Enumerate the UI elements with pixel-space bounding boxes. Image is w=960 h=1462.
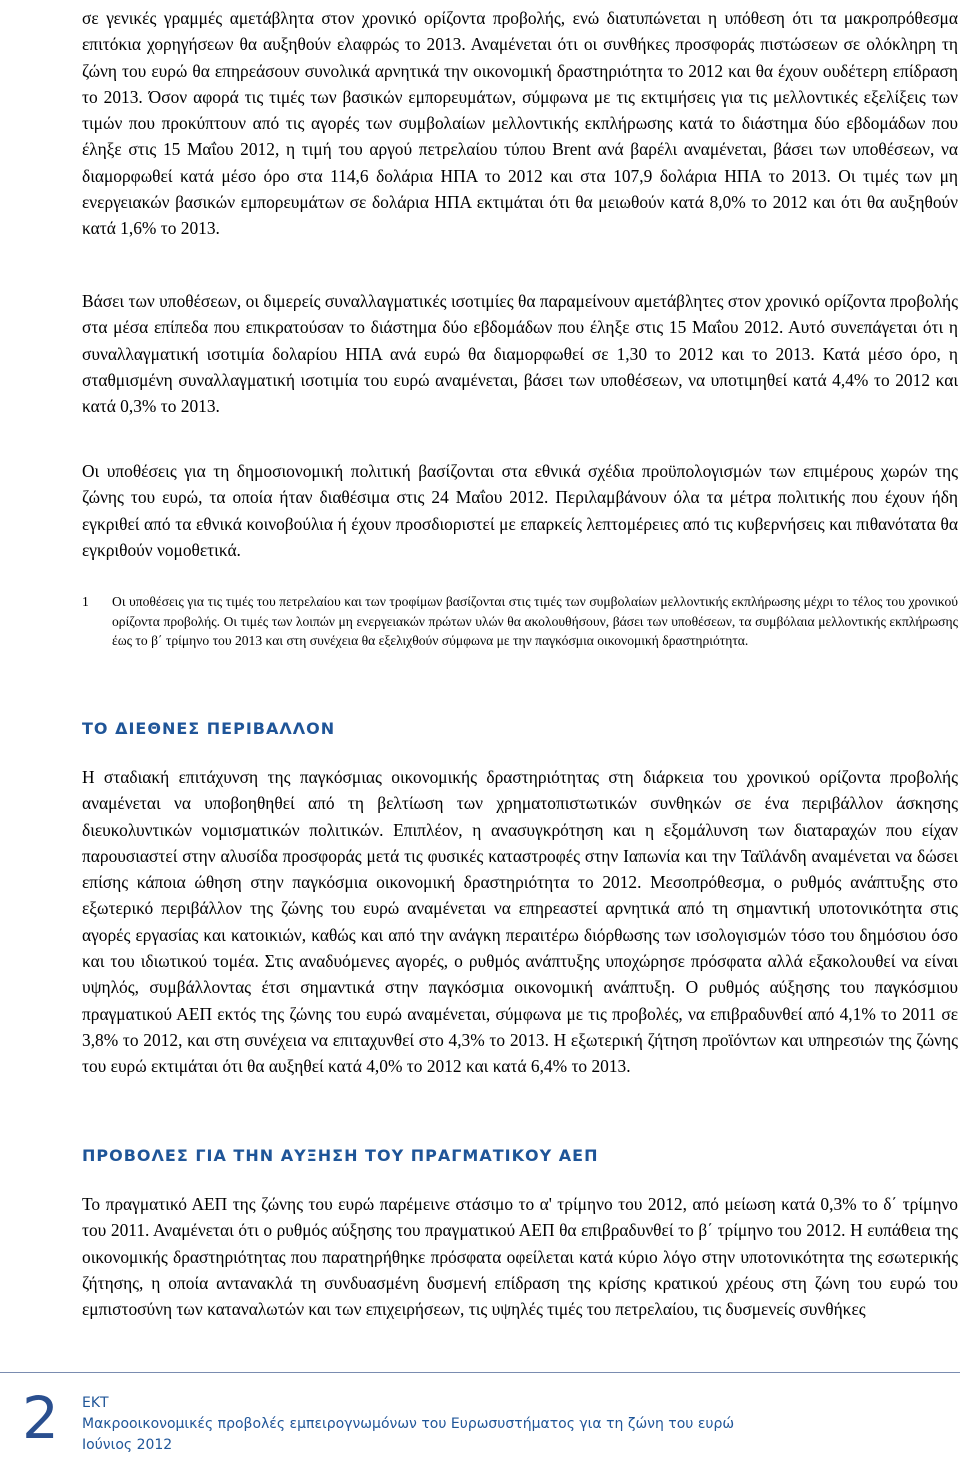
footer-publication-title: Μακροοικονομικές προβολές εμπειρογνωμόνων του Ευρωσυστήματος για τη ζώνη του ευρώ bbox=[82, 1416, 735, 1432]
footnote-number: 1 bbox=[82, 594, 89, 609]
footnote-text: Οι υποθέσεις για τις τιμές του πετρελαίου και των τροφίμων βασίζονται στις τιμές των συμβολαίων μελλοντικής εκπλήρωσης μέχρι το τέλος του χρονικού ορίζοντα προβολής. Οι τιμές των λοιπών μη ενεργειακών πρώτων υλών θα ακολουθήσουν, βάσει των υποθέσεων, τα συμβόλαια μελλοντικής εκπλήρωσης έως το β΄ τρίμηνο του 2013 και στη συνέχεια θα εξελιχθούν σύμφωνα με την παγκόσμια οικονομική δραστηριότητα. bbox=[112, 594, 958, 649]
section-heading-gdp-projections: ΠΡΟΒΟΛΕΣ ΓΙΑ ΤΗΝ ΑΥΞΗΣΗ ΤΟΥ ΠΡΑΓΜΑΤΙΚΟΥ ΑΕΠ bbox=[82, 1146, 599, 1165]
paragraph-international-environment: Η σταδιακή επιτάχυνση της παγκόσμιας οικονομικής δραστηριότητας στη διάρκεια του χρονικού ορίζοντα προβολής αναμένεται να υποβοηθηθεί από τη βελτίωση των χρηματοπιστωτικών συνθηκών σε ένα περιβάλλον άσκησης διευκολυντικών νομισματικών πολιτικών. Επιπλέον, η ανασυγκρότηση και η εξομάλυνση των διαταραχών που είχαν παρουσιαστεί στην αλυσίδα προσφοράς μετά τις φυσικές καταστροφές στην Ιαπωνία και την Ταϊλάνδη αναμένεται να δώσει επίσης κάποια ώθηση στην παγκόσμια οικονομική δραστηριότητα το 2012. Μεσοπρόθεσμα, ο ρυθμός ανάπτυξης στο εξωτερικό περιβάλλον της ζώνης του ευρώ αναμένεται να επηρεαστεί αρνητικά από τη σημαντική υποτονικότητα στις αγορές εργασίας και κατοικιών, καθώς και από την ανάγκη περαιτέρω διόρθωσης των ισολογισμών τόσο του δημόσιου όσο και του ιδιωτικού τομέα. Στις αναδυόμενες αγορές, ο ρυθμός ανάπτυξης υποχώρησε πρόσφατα αλλά εξακολουθεί να είναι υψηλός, συμβάλλοντας έτσι σημαντικά στην παγκόσμια οικονομική ανάπτυξη. Ο ρυθμός αύξησης του παγκόσμιου πραγματικού ΑΕΠ εκτός της ζώνης του ευρώ αναμένεται, σύμφωνα με τις προβολές, να επιβραδυνθεί από 4,1% το 2011 σε 3,8% το 2012, και στη συνέχεια να επιταχυνθεί στο 4,3% το 2013. Η εξωτερική ζήτηση προϊόντων και υπηρεσιών της ζώνης του ευρώ εκτιμάται ότι θα αυξηθεί κατά 4,0% το 2012 και κατά 6,4% το 2013. bbox=[82, 767, 958, 1077]
footer-date: Ιούνιος 2012 bbox=[82, 1437, 173, 1453]
section-heading-international-environment: ΤΟ ΔΙΕΘΝΕΣ ΠΕΡΙΒΑΛΛΟΝ bbox=[82, 719, 336, 738]
footer-institution: ΕΚΤ bbox=[82, 1395, 109, 1411]
footer bbox=[82, 1393, 734, 1456]
paragraph-gdp-projections: Το πραγματικό ΑΕΠ της ζώνης του ευρώ παρέμεινε στάσιμο το α' τρίμηνο του 2012, από μείωση κατά 0,3% το δ΄ τρίμηνο του 2011. Αναμένεται ότι ο ρυθμός αύξησης του πραγματικού ΑΕΠ θα επιβραδυνθεί το β΄ τρίμηνο του 2012. Η ευπάθεια της οικονομικής δραστηριότητας που παρατηρήθηκε πρόσφατα οφείλεται κατά κύριο λόγο στην υποτονικότητα της εσωτερικής ζήτησης, η οποία αντανακλά τη συνδυασμένη δυσμενή επίδραση της κρίσης κρατικού χρέους στη ζώνη του ευρώ του εμπιστοσύνη των καταναλωτών και των επιχειρήσεων, τις υψηλές τιμές του πετρελαίου, τις δυσμενείς συνθήκες bbox=[82, 1194, 958, 1320]
page-number: 2 bbox=[22, 1384, 59, 1452]
paragraph-assumptions-credit-commodities: σε γενικές γραμμές αμετάβλητα στον χρονικό ορίζοντα προβολής, ενώ διατυπώνεται η υπόθεση ότι τα μακροπρόθεσμα επιτόκια χορηγήσεων θα αυξηθούν ελαφρώς το 2013. Αναμένεται ότι οι συνθήκες προσφοράς πιστώσεων σε ολόκληρη τη ζώνη του ευρώ θα επηρεάσουν συνολικά αρνητικά την οικονομική δραστηριότητα το 2012 και θα έχουν ουδέτερη επίδραση το 2013. Όσον αφορά τις τιμές των βασικών εμπορευμάτων, σύμφωνα με τις εκτιμήσεις για τις μελλοντικές εξελίξεις των τιμών που προκύπτουν από τις αγορές των συμβολαίων μελλοντικής εκπλήρωσης κατά το διάστημα δύο εβδομάδων που έληξε στις 15 Μαΐου 2012, η τιμή του αργού πετρελαίου τύπου Brent ανά βαρέλι αναμένεται, βάσει των υποθέσεων, να διαμορφωθεί κατά μέσο όρο στα 114,6 δολάρια ΗΠΑ το 2012 και στα 107,9 δολάρια ΗΠΑ το 2013. Οι τιμές των μη ενεργειακών βασικών εμπορευμάτων σε δολάρια ΗΠΑ εκτιμάται ότι θα μειωθούν κατά 8,0% το 2012 και ότι θα αυξηθούν κατά 1,6% το 2013. bbox=[82, 8, 958, 239]
paragraph-exchange-rates: Βάσει των υποθέσεων, οι διμερείς συναλλαγματικές ισοτιμίες θα παραμείνουν αμετάβλητες στον χρονικό ορίζοντα προβολής στα μέσα επίπεδα που επικρατούσαν το διάστημα δύο εβδομάδων που έληξε στις 15 Μαΐου 2012. Αυτό συνεπάγεται ότι η συναλλαγματική ισοτιμία δολαρίου ΗΠΑ ανά ευρώ θα διαμορφωθεί σε 1,30 το 2012 και το 2013. Κατά μέσο όρο, η σταθμισμένη συναλλαγματική ισοτιμία του ευρώ αναμένεται, βάσει των υποθέσεων, να υποτιμηθεί κατά 4,4% το 2012 και κατά 0,3% το 2013. bbox=[82, 291, 958, 417]
footnote bbox=[82, 592, 958, 651]
footer-divider bbox=[0, 1372, 960, 1373]
paragraph-fiscal-policy: Οι υποθέσεις για τη δημοσιονομική πολιτική βασίζονται στα εθνικά σχέδια προϋπολογισμών των επιμέρους χωρών της ζώνης του ευρώ, τα οποία ήταν διαθέσιμα στις 24 Μαΐου 2012. Περιλαμβάνουν όλα τα μέτρα πολιτικής που έχουν ήδη εγκριθεί από τα εθνικά κοινοβούλια ή έχουν προσδιοριστεί με επαρκείς λεπτομέρειες από τις κυβερνήσεις και πιθανότατα θα εγκριθούν νομοθετικά. bbox=[82, 461, 958, 560]
